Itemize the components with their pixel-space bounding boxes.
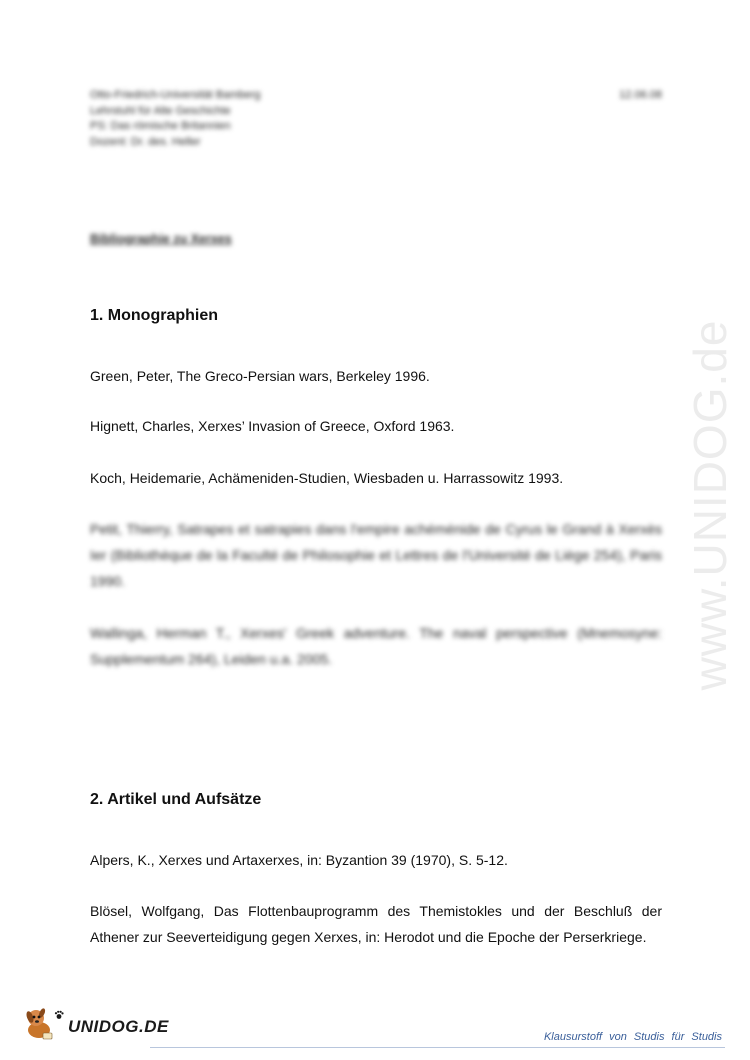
- university-name: Otto-Friedrich-Universität Bamberg: [90, 89, 261, 101]
- footer-divider: [150, 1047, 725, 1048]
- dog-mascot-icon: [22, 1006, 56, 1040]
- paw-icon: [54, 1010, 64, 1020]
- section-heading-artikel: 2. Artikel und Aufsätze: [90, 791, 262, 808]
- bibliography-entry: Green, Peter, The Greco-Persian wars, Berkeley 1996.: [90, 368, 430, 384]
- bibliography-entry: Hignett, Charles, Xerxes’ Invasion of Greece, Oxford 1963.: [90, 418, 455, 434]
- bibliography-entry: Blösel, Wolfgang, Das Flottenbauprogramm des Themistokles und der Beschluß der Athener zur Seeverteidigung gegen Xerxes, in: Herodot und die Epoche der Perserkriege.: [90, 903, 662, 945]
- watermark: www.UNIDOG.de: [684, 319, 736, 691]
- logo-text: UNIDOG.DE: [68, 1017, 169, 1036]
- unidog-logo[interactable]: [22, 1006, 169, 1040]
- document-date: 12.06.08: [619, 89, 662, 101]
- bibliography-entry: Koch, Heidemarie, Achämeniden-Studien, Wiesbaden u. Harrassowitz 1993.: [90, 470, 564, 486]
- seminar-name: PS: Das römische Britannien: [90, 120, 231, 132]
- document-title: Bibliographie zu Xerxes: [90, 232, 232, 246]
- lecturer-name: Dozent: Dr. des. Heller: [90, 135, 201, 148]
- document-header: [90, 88, 662, 150]
- bibliography-entry: Alpers, K., Xerxes und Artaxerxes, in: Byzantion 39 (1970), S. 5-12.: [90, 852, 508, 868]
- bibliography-entry-blurred: Wallinga, Herman T., Xerxes' Greek adventure. The naval perspective (Mnemosyne: Supplementum 264), Leiden u.a. 2005.: [90, 625, 662, 667]
- bibliography-entry-blurred: Petit, Thierry, Satrapes et satrapies dans l'empire achéménide de Cyrus le Grand à Xerxès Ier (Bibliothèque de la Faculté de Philosophie et Lettres de l'Université de Liège 254), Paris 1990.: [90, 521, 662, 589]
- section-heading-monographien: 1. Monographien: [90, 307, 218, 324]
- chair-name: Lehrstuhl für Alte Geschichte: [90, 104, 231, 117]
- footer-slogan: Klausurstoff von Studis für Studis: [543, 1031, 722, 1043]
